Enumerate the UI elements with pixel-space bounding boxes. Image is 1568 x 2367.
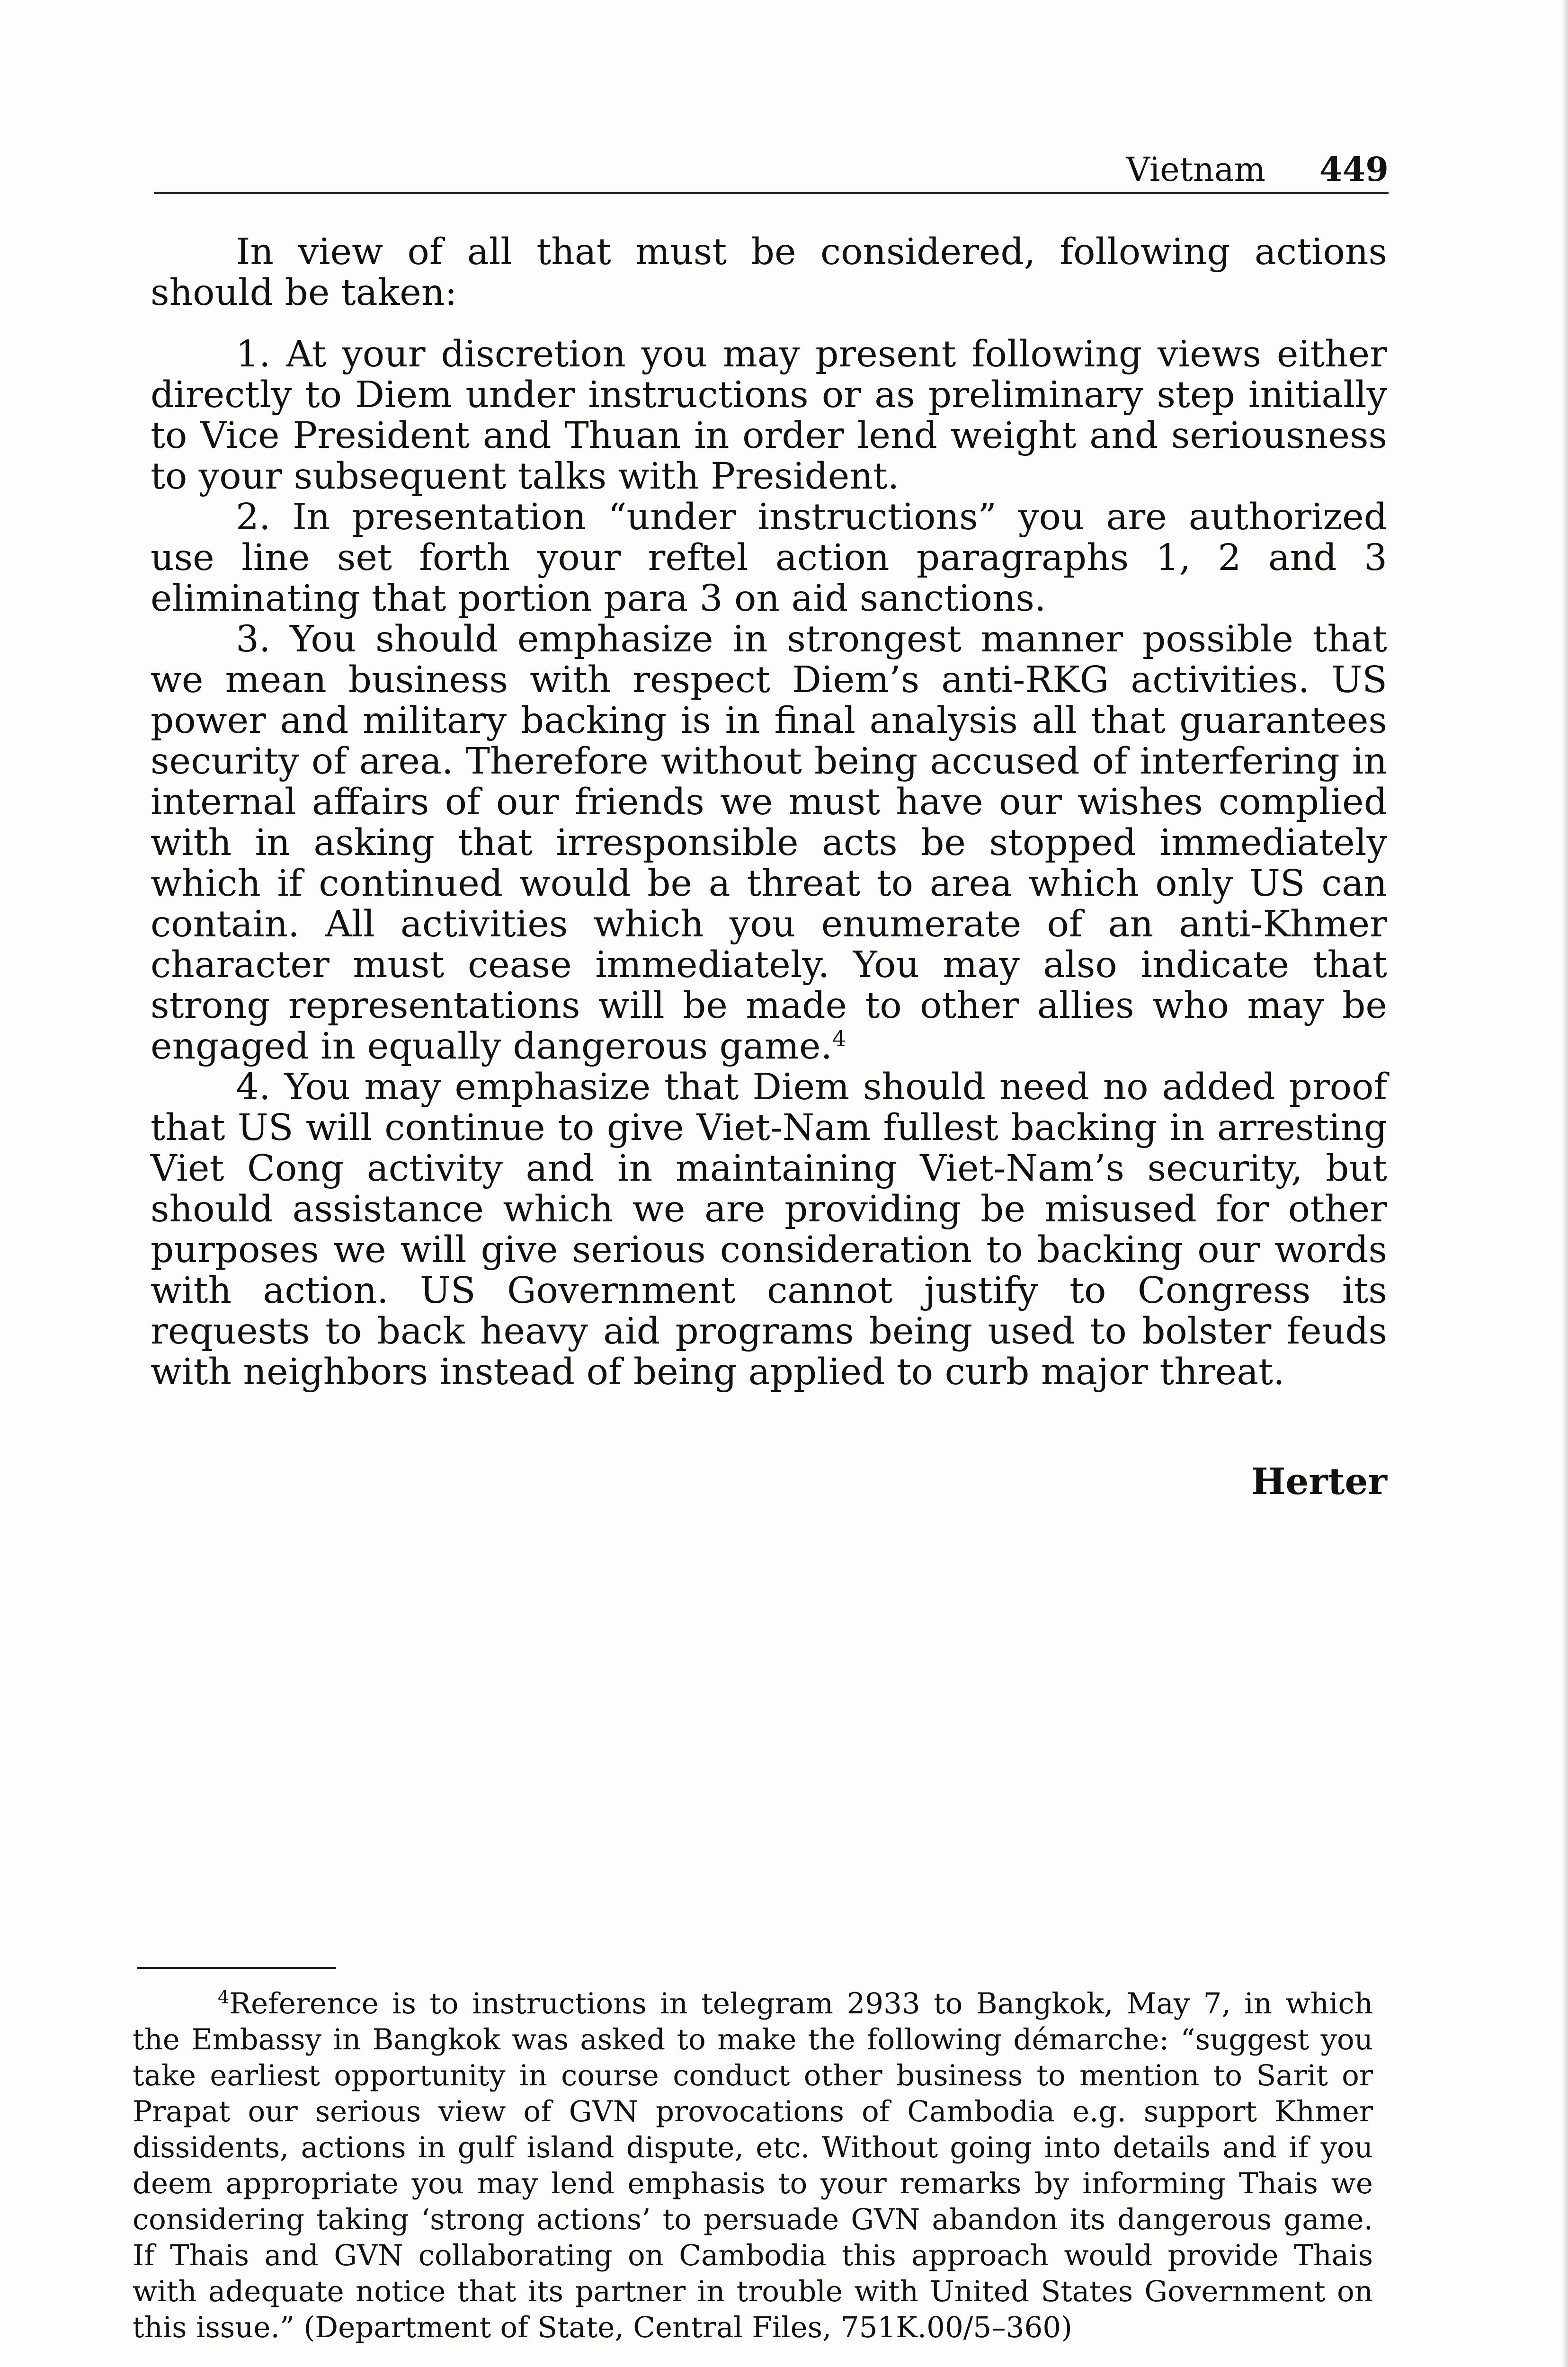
- paragraph-text: 1. At your discretion you may present following views either directly to Diem under instructions or as preliminary step initially to Vice President and Thuan in order lend weight and seriousness to your subsequent talks with President.: [151, 333, 1387, 498]
- running-head-title: Vietnam: [1126, 150, 1265, 189]
- numbered-paragraph-3: [151, 619, 1387, 1067]
- numbered-paragraph-1: [151, 334, 1387, 497]
- signature: Herter: [1251, 1460, 1387, 1503]
- page-number: 449: [1319, 150, 1389, 189]
- footnote: [133, 1986, 1373, 2346]
- paragraph-text: 2. In presentation “under instructions” you are authorized use line set forth your reftel action paragraphs 1, 2 and 3 eliminating that portion para 3 on aid sanctions.: [151, 496, 1387, 620]
- running-head: [154, 140, 1389, 194]
- footnote-divider: [137, 1967, 336, 1969]
- numbered-paragraph-4: [151, 1067, 1387, 1393]
- footnote-reference: 4: [832, 1025, 846, 1051]
- paragraph-text: 3. You should emphasize in strongest manner possible that we mean business with respect Diem’s anti-RKG activities. US power and military backing is in final analysis all that guarantees security of area. Therefore without being accused of interfering in internal affairs of our friends we must have our wishes complied with in asking that irresponsible acts be stopped immediately which if continued would be a threat to area which only US can contain. All activities which you enumerate of an anti-Khmer character must cease immediately. You may also indicate that strong representations will be made to other allies who may be engaged in equally dangerous game.: [151, 618, 1387, 1068]
- paragraph-text: 4. You may emphasize that Diem should need no added proof that US will continue to give Viet-Nam fullest backing in arresting Viet Cong activity and in maintaining Viet-Nam’s security, but should assistance which we are providing be misused for other purposes we will give serious consideration to backing our words with action. US Government cannot justify to Congress its requests to back heavy aid programs being used to bolster feuds with neighbors instead of being applied to curb major threat.: [151, 1066, 1387, 1393]
- page-edge-shadow: [1561, 0, 1568, 2367]
- footnote-marker: 4: [218, 1986, 230, 2008]
- intro-paragraph: In view of all that must be considered, following actions should be taken:: [151, 231, 1387, 314]
- telegram-body: [151, 232, 1387, 1393]
- numbered-paragraph-2: [151, 497, 1387, 619]
- footnote-text: Reference is to instructions in telegram 2933 to Bangkok, May 7, in which the Embassy in Bangkok was asked to make the following démarche: “suggest you take earliest opportunity in course conduct other business to mention to Sarit or Prapat our serious view of GVN provocations of Cambodia e.g. support Khmer dissidents, actions in gulf island dispute, etc. Without going into details and if you deem appropriate you may lend emphasis to your remarks by informing Thais we considering taking ‘strong actions’ to persuade GVN abandon its dangerous game. If Thais and GVN collaborating on Cambodia this approach would provide Thais with adequate notice that its partner in trouble with United States Government on this issue.” (Department of State, Central Files, 751K.00/5–360): [133, 1987, 1373, 2344]
